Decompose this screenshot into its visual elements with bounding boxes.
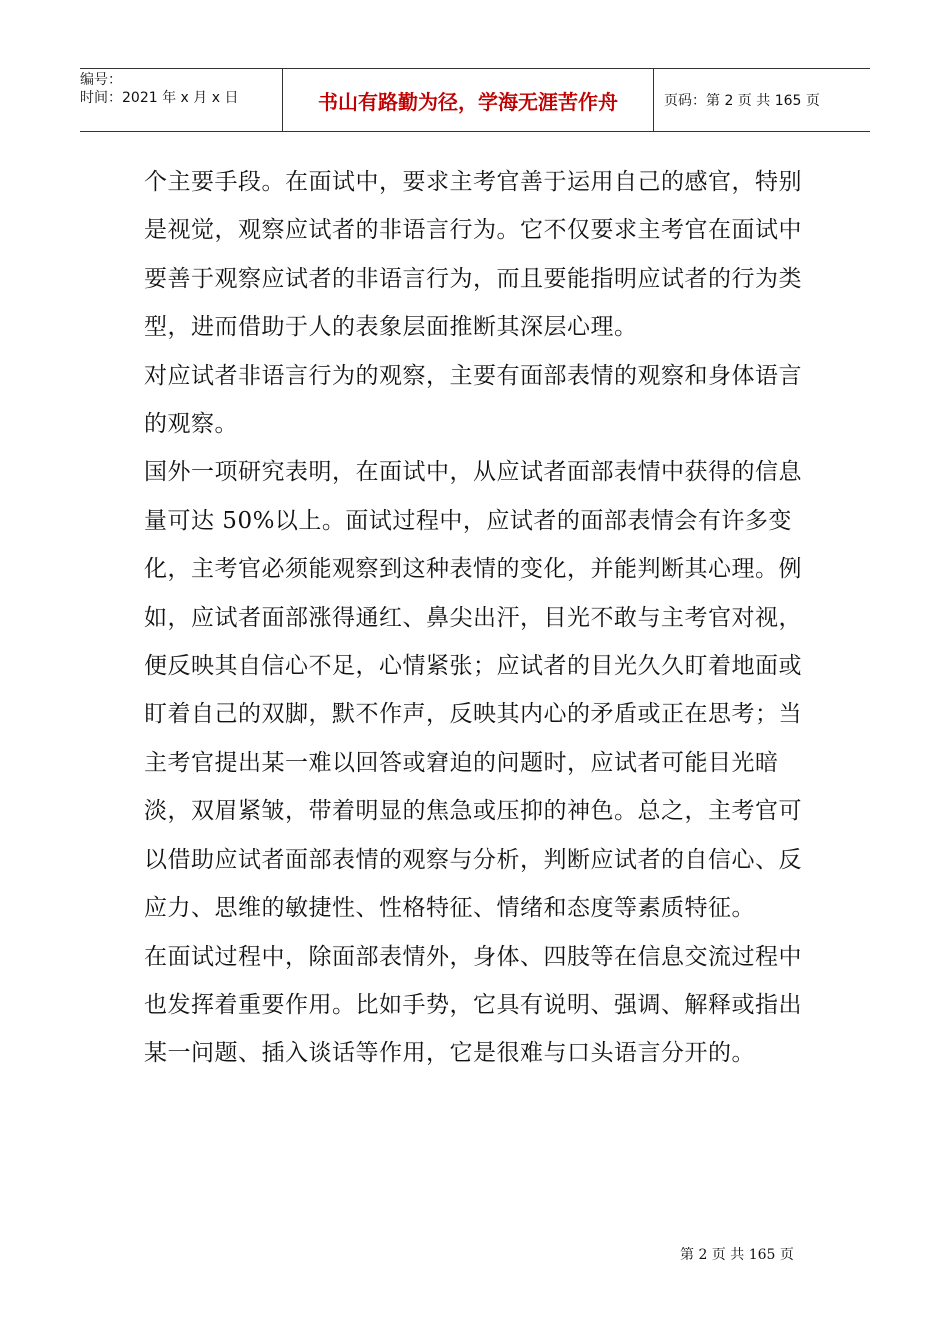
header-motto-cell — [282, 69, 654, 131]
body-paragraph: 在面试过程中，除面部表情外，身体、四肢等在信息交流过程中也发挥着重要作用。比如手势，它具有说明、强调、解释或指出某一问题、插入谈话等作用，它是很难与口头语言分开的。 — [144, 943, 802, 1067]
footer-page-number: 第 2 页 共 165 页 — [680, 1247, 794, 1263]
header-motto: 书山有路勤为径，学海无涯苦作舟 — [318, 89, 618, 114]
header-page-info: 页码：第 2 页 共 165 页 — [664, 93, 820, 109]
document-body — [144, 158, 816, 1078]
document-number-label: 编号： — [80, 72, 122, 88]
body-paragraph: 个主要手段。在面试中，要求主考官善于运用自己的感官，特别是视觉，观察应试者的非语言行为。它不仅要求主考官在面试中要善于观察应试者的非语言行为，而且要能指明应试者的行为类型，进而借助于人的表象层面推断其深层心理。 — [144, 169, 802, 341]
body-paragraph: 对应试者非语言行为的观察，主要有面部表情的观察和身体语言的观察。 — [144, 362, 802, 438]
header-meta — [80, 69, 282, 131]
body-paragraph: 国外一项研究表明，在面试中，从应试者面部表情中获得的信息量可达 50%以上。面试过程中，应试者的面部表情会有许多变化，主考官必须能观察到这种表情的变化，并能判断其心理。例如，应试者面部涨得通红、鼻尖出汗，目光不敢与主考官对视，便反映其自信心不足，心情紧张；应试者的目光久久盯着地面或盯着自己的双脚，默不作声，反映其内心的矛盾或正在思考；当主考官提出某一难以回答或窘迫的问题时，应试者可能目光暗淡，双眉紧皱，带着明显的焦急或压抑的神色。总之，主考官可以借助应试者面部表情的观察与分析，判断应试者的自信心、反应力、思维的敏捷性、性格特征、情绪和态度等素质特征。 — [144, 459, 802, 922]
page-header — [80, 68, 870, 132]
page-footer — [680, 1244, 794, 1264]
header-page-info-cell — [654, 69, 870, 131]
document-date: 时间：2021 年 x 月 x 日 — [80, 90, 239, 106]
